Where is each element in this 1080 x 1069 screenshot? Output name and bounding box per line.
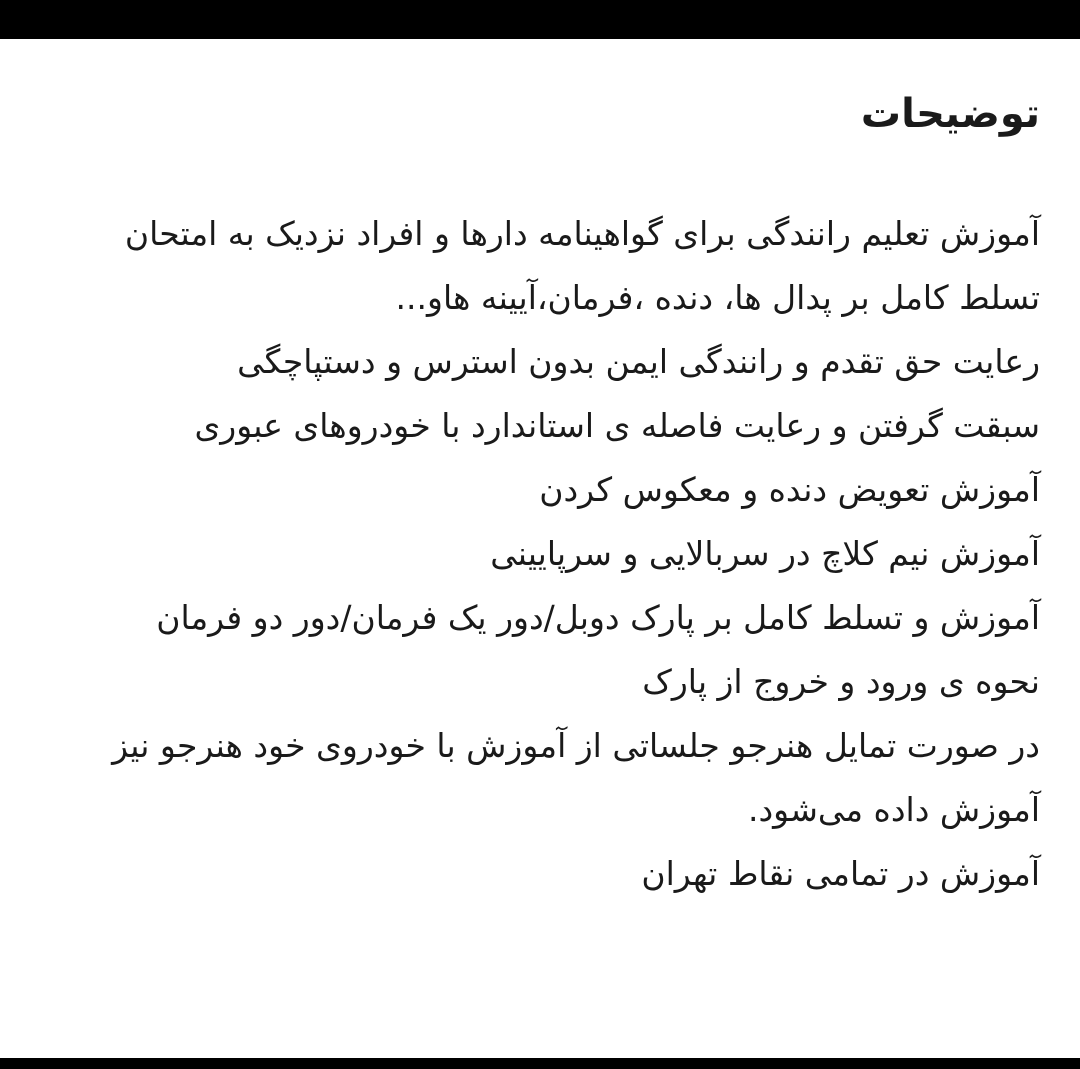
description-line: سبقت گرفتن و رعایت فاصله ی استاندارد با خودروهای عبوری — [194, 406, 1040, 445]
description-line: تسلط کامل بر پدال ها، دنده ،فرمان،آیینه هاو... — [395, 278, 1040, 317]
description-line: آموزش تعویض دنده و معکوس کردن — [539, 470, 1040, 509]
description-line: نحوه ی ورود و خروج از پارک — [642, 662, 1040, 701]
description-line: در صورت تمایل هنرجو جلساتی از آموزش با خودروی خود هنرجو نیز آموزش داده می‌شود. — [112, 726, 1040, 829]
description-line: آموزش تعلیم رانندگی برای گواهینامه دارها و افراد نزدیک به امتحان — [124, 214, 1040, 253]
top-status-bar — [0, 0, 1080, 39]
description-line: آموزش نیم کلاچ در سربالایی و سرپایینی — [490, 534, 1040, 573]
description-line: آموزش و تسلط کامل بر پارک دوبل/دور یک فرمان/دور دو فرمان — [156, 598, 1040, 637]
description-line: آموزش در تمامی نقاط تهران — [641, 854, 1040, 893]
description-section — [40, 88, 1040, 906]
description-body — [40, 202, 1040, 906]
bottom-navigation-bar — [0, 1058, 1080, 1069]
description-line: رعایت حق تقدم و رانندگی ایمن بدون استرس و دستپاچگی — [237, 342, 1040, 381]
description-heading: توضیحات — [860, 91, 1040, 137]
